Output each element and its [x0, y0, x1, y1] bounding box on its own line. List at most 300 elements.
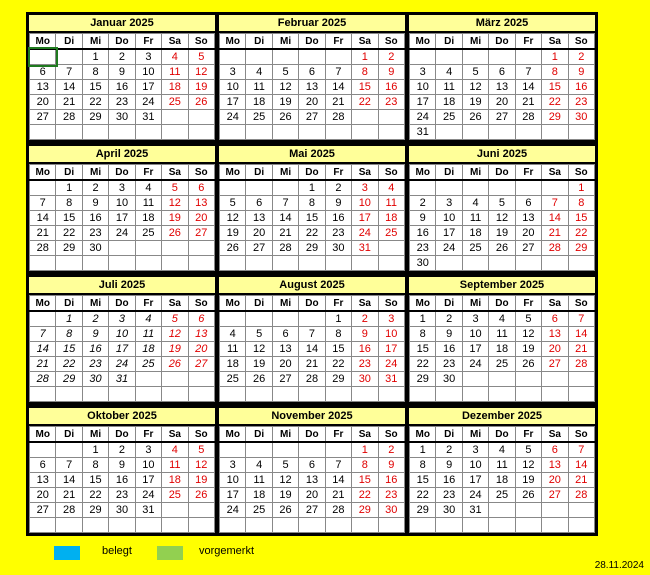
- day-cell[interactable]: 3: [220, 458, 246, 473]
- day-cell[interactable]: [56, 256, 82, 271]
- day-cell[interactable]: 25: [246, 503, 272, 518]
- day-cell[interactable]: 4: [162, 49, 188, 65]
- day-cell[interactable]: 2: [378, 442, 404, 458]
- day-cell[interactable]: 2: [378, 49, 404, 65]
- day-cell[interactable]: 25: [462, 241, 488, 256]
- day-cell[interactable]: 26: [188, 488, 214, 503]
- day-cell[interactable]: [82, 125, 108, 140]
- day-cell[interactable]: 24: [109, 226, 135, 241]
- day-cell[interactable]: 9: [352, 327, 378, 342]
- day-cell[interactable]: 14: [515, 80, 541, 95]
- day-cell[interactable]: 8: [299, 196, 325, 211]
- day-cell[interactable]: 31: [410, 125, 436, 140]
- day-cell[interactable]: 2: [82, 180, 108, 196]
- day-cell[interactable]: [188, 241, 214, 256]
- day-cell[interactable]: 11: [489, 327, 515, 342]
- day-cell[interactable]: 12: [489, 211, 515, 226]
- day-cell[interactable]: [542, 256, 568, 271]
- day-cell[interactable]: 14: [56, 80, 82, 95]
- day-cell[interactable]: 19: [515, 342, 541, 357]
- day-cell[interactable]: 24: [109, 357, 135, 372]
- day-cell[interactable]: 11: [462, 211, 488, 226]
- day-cell[interactable]: 26: [188, 95, 214, 110]
- day-cell[interactable]: [489, 180, 515, 196]
- day-cell[interactable]: [378, 241, 404, 256]
- day-cell[interactable]: 24: [220, 503, 246, 518]
- day-cell[interactable]: [272, 387, 298, 402]
- day-cell[interactable]: 24: [378, 357, 404, 372]
- day-cell[interactable]: 21: [56, 95, 82, 110]
- day-cell[interactable]: 11: [220, 342, 246, 357]
- day-cell[interactable]: 17: [352, 211, 378, 226]
- day-cell[interactable]: 3: [135, 49, 161, 65]
- day-cell[interactable]: 2: [109, 49, 135, 65]
- day-cell[interactable]: 10: [220, 80, 246, 95]
- day-cell[interactable]: 10: [410, 80, 436, 95]
- day-cell[interactable]: 10: [220, 473, 246, 488]
- day-cell[interactable]: 8: [352, 458, 378, 473]
- day-cell[interactable]: 5: [220, 196, 246, 211]
- day-cell[interactable]: [30, 311, 56, 327]
- day-cell[interactable]: [436, 180, 462, 196]
- day-cell[interactable]: 18: [436, 95, 462, 110]
- day-cell[interactable]: 24: [352, 226, 378, 241]
- day-cell[interactable]: 12: [188, 65, 214, 80]
- day-cell[interactable]: [82, 256, 108, 271]
- day-cell[interactable]: 26: [162, 357, 188, 372]
- day-cell[interactable]: 9: [410, 211, 436, 226]
- day-cell[interactable]: 15: [568, 211, 594, 226]
- day-cell[interactable]: 9: [378, 65, 404, 80]
- day-cell[interactable]: 16: [82, 211, 108, 226]
- day-cell[interactable]: [135, 387, 161, 402]
- day-cell[interactable]: 17: [220, 488, 246, 503]
- day-cell[interactable]: 27: [188, 226, 214, 241]
- day-cell[interactable]: [489, 503, 515, 518]
- day-cell[interactable]: 26: [515, 357, 541, 372]
- day-cell[interactable]: 21: [568, 473, 594, 488]
- day-cell[interactable]: 5: [489, 196, 515, 211]
- day-cell[interactable]: 12: [272, 473, 298, 488]
- day-cell[interactable]: [56, 442, 82, 458]
- day-cell[interactable]: 8: [82, 65, 108, 80]
- day-cell[interactable]: 27: [30, 503, 56, 518]
- day-cell[interactable]: 30: [378, 503, 404, 518]
- day-cell[interactable]: [436, 518, 462, 533]
- day-cell[interactable]: [188, 387, 214, 402]
- day-cell[interactable]: [272, 518, 298, 533]
- day-cell[interactable]: 12: [515, 327, 541, 342]
- day-cell[interactable]: 3: [378, 311, 404, 327]
- day-cell[interactable]: [325, 387, 351, 402]
- day-cell[interactable]: 8: [410, 458, 436, 473]
- day-cell[interactable]: [299, 442, 325, 458]
- day-cell[interactable]: 18: [246, 95, 272, 110]
- day-cell[interactable]: 18: [489, 473, 515, 488]
- day-cell[interactable]: [162, 503, 188, 518]
- day-cell[interactable]: 18: [378, 211, 404, 226]
- day-cell[interactable]: [568, 372, 594, 387]
- day-cell[interactable]: 17: [462, 342, 488, 357]
- day-cell[interactable]: 22: [410, 357, 436, 372]
- day-cell[interactable]: 4: [246, 65, 272, 80]
- day-cell[interactable]: 11: [246, 80, 272, 95]
- day-cell[interactable]: [56, 387, 82, 402]
- day-cell[interactable]: [30, 387, 56, 402]
- day-cell[interactable]: 20: [272, 357, 298, 372]
- day-cell[interactable]: 25: [162, 95, 188, 110]
- day-cell[interactable]: 7: [272, 196, 298, 211]
- day-cell[interactable]: 15: [542, 80, 568, 95]
- day-cell[interactable]: 4: [489, 311, 515, 327]
- day-cell[interactable]: 10: [352, 196, 378, 211]
- day-cell[interactable]: [462, 518, 488, 533]
- day-cell[interactable]: [325, 518, 351, 533]
- day-cell[interactable]: 27: [188, 357, 214, 372]
- day-cell[interactable]: 27: [246, 241, 272, 256]
- day-cell[interactable]: 31: [135, 110, 161, 125]
- day-cell[interactable]: [515, 256, 541, 271]
- day-cell[interactable]: [515, 503, 541, 518]
- day-cell[interactable]: 3: [436, 196, 462, 211]
- day-cell[interactable]: 13: [489, 80, 515, 95]
- day-cell[interactable]: 1: [82, 442, 108, 458]
- day-cell[interactable]: 3: [109, 180, 135, 196]
- day-cell[interactable]: 9: [82, 196, 108, 211]
- day-cell[interactable]: [515, 387, 541, 402]
- day-cell[interactable]: 4: [489, 442, 515, 458]
- day-cell[interactable]: 2: [410, 196, 436, 211]
- day-cell[interactable]: [82, 387, 108, 402]
- day-cell[interactable]: 28: [299, 372, 325, 387]
- day-cell[interactable]: 14: [325, 80, 351, 95]
- day-cell[interactable]: [299, 387, 325, 402]
- day-cell[interactable]: 23: [378, 95, 404, 110]
- day-cell[interactable]: 18: [246, 488, 272, 503]
- day-cell[interactable]: [109, 387, 135, 402]
- day-cell[interactable]: 14: [272, 211, 298, 226]
- day-cell[interactable]: [30, 180, 56, 196]
- day-cell[interactable]: 9: [568, 65, 594, 80]
- day-cell[interactable]: [436, 125, 462, 140]
- day-cell[interactable]: 7: [542, 196, 568, 211]
- day-cell[interactable]: 2: [568, 49, 594, 65]
- day-cell[interactable]: 10: [109, 196, 135, 211]
- day-cell[interactable]: 21: [272, 226, 298, 241]
- day-cell[interactable]: [188, 372, 214, 387]
- day-cell[interactable]: 19: [246, 357, 272, 372]
- day-cell[interactable]: 7: [515, 65, 541, 80]
- day-cell[interactable]: 4: [436, 65, 462, 80]
- day-cell[interactable]: 24: [462, 357, 488, 372]
- day-cell[interactable]: 10: [135, 458, 161, 473]
- day-cell[interactable]: 8: [568, 196, 594, 211]
- day-cell[interactable]: [352, 518, 378, 533]
- day-cell[interactable]: [436, 387, 462, 402]
- day-cell[interactable]: [188, 256, 214, 271]
- day-cell[interactable]: [188, 125, 214, 140]
- day-cell[interactable]: 20: [299, 95, 325, 110]
- day-cell[interactable]: 22: [82, 488, 108, 503]
- day-cell[interactable]: 20: [542, 342, 568, 357]
- day-cell[interactable]: 6: [299, 65, 325, 80]
- day-cell[interactable]: 15: [56, 342, 82, 357]
- day-cell[interactable]: 8: [325, 327, 351, 342]
- day-cell[interactable]: 22: [299, 226, 325, 241]
- day-cell[interactable]: 25: [220, 372, 246, 387]
- day-cell[interactable]: [30, 442, 56, 458]
- day-cell[interactable]: [30, 49, 56, 65]
- day-cell[interactable]: [410, 49, 436, 65]
- day-cell[interactable]: 19: [188, 80, 214, 95]
- day-cell[interactable]: 3: [462, 311, 488, 327]
- day-cell[interactable]: 31: [109, 372, 135, 387]
- day-cell[interactable]: 30: [109, 110, 135, 125]
- day-cell[interactable]: [246, 442, 272, 458]
- day-cell[interactable]: [352, 256, 378, 271]
- day-cell[interactable]: [568, 387, 594, 402]
- day-cell[interactable]: 21: [325, 488, 351, 503]
- day-cell[interactable]: 5: [188, 442, 214, 458]
- day-cell[interactable]: [82, 518, 108, 533]
- day-cell[interactable]: [246, 125, 272, 140]
- day-cell[interactable]: [462, 256, 488, 271]
- day-cell[interactable]: 15: [410, 342, 436, 357]
- day-cell[interactable]: 6: [188, 311, 214, 327]
- day-cell[interactable]: [246, 256, 272, 271]
- day-cell[interactable]: 12: [272, 80, 298, 95]
- day-cell[interactable]: [272, 256, 298, 271]
- day-cell[interactable]: 20: [246, 226, 272, 241]
- day-cell[interactable]: [436, 256, 462, 271]
- day-cell[interactable]: 3: [109, 311, 135, 327]
- day-cell[interactable]: 1: [352, 49, 378, 65]
- day-cell[interactable]: 28: [30, 241, 56, 256]
- day-cell[interactable]: 27: [30, 110, 56, 125]
- day-cell[interactable]: [162, 125, 188, 140]
- day-cell[interactable]: 18: [135, 342, 161, 357]
- day-cell[interactable]: 21: [325, 95, 351, 110]
- day-cell[interactable]: [542, 518, 568, 533]
- day-cell[interactable]: [220, 442, 246, 458]
- day-cell[interactable]: 17: [378, 342, 404, 357]
- day-cell[interactable]: 19: [462, 95, 488, 110]
- day-cell[interactable]: [135, 125, 161, 140]
- day-cell[interactable]: [568, 125, 594, 140]
- day-cell[interactable]: 22: [82, 95, 108, 110]
- day-cell[interactable]: 17: [109, 342, 135, 357]
- day-cell[interactable]: 12: [246, 342, 272, 357]
- day-cell[interactable]: 14: [542, 211, 568, 226]
- day-cell[interactable]: 13: [246, 211, 272, 226]
- day-cell[interactable]: 28: [30, 372, 56, 387]
- day-cell[interactable]: 29: [568, 241, 594, 256]
- day-cell[interactable]: [410, 180, 436, 196]
- day-cell[interactable]: [542, 125, 568, 140]
- day-cell[interactable]: 17: [135, 80, 161, 95]
- day-cell[interactable]: 29: [56, 372, 82, 387]
- day-cell[interactable]: 19: [162, 211, 188, 226]
- day-cell[interactable]: 9: [82, 327, 108, 342]
- day-cell[interactable]: [515, 49, 541, 65]
- day-cell[interactable]: 29: [410, 372, 436, 387]
- day-cell[interactable]: [220, 518, 246, 533]
- day-cell[interactable]: 27: [542, 357, 568, 372]
- day-cell[interactable]: 11: [162, 65, 188, 80]
- day-cell[interactable]: 5: [515, 442, 541, 458]
- day-cell[interactable]: [410, 518, 436, 533]
- day-cell[interactable]: 6: [30, 458, 56, 473]
- day-cell[interactable]: 21: [542, 226, 568, 241]
- day-cell[interactable]: [109, 125, 135, 140]
- day-cell[interactable]: [515, 125, 541, 140]
- day-cell[interactable]: 15: [82, 80, 108, 95]
- day-cell[interactable]: 22: [352, 95, 378, 110]
- day-cell[interactable]: 1: [410, 442, 436, 458]
- day-cell[interactable]: 21: [30, 226, 56, 241]
- day-cell[interactable]: 22: [325, 357, 351, 372]
- day-cell[interactable]: 30: [82, 241, 108, 256]
- day-cell[interactable]: 7: [568, 442, 594, 458]
- day-cell[interactable]: 7: [568, 311, 594, 327]
- day-cell[interactable]: 20: [299, 488, 325, 503]
- day-cell[interactable]: 22: [56, 357, 82, 372]
- day-cell[interactable]: 4: [135, 311, 161, 327]
- day-cell[interactable]: 25: [489, 357, 515, 372]
- day-cell[interactable]: [489, 256, 515, 271]
- day-cell[interactable]: 19: [272, 95, 298, 110]
- day-cell[interactable]: 29: [352, 503, 378, 518]
- day-cell[interactable]: [568, 256, 594, 271]
- day-cell[interactable]: [220, 49, 246, 65]
- day-cell[interactable]: [246, 311, 272, 327]
- day-cell[interactable]: 1: [56, 180, 82, 196]
- day-cell[interactable]: 11: [246, 473, 272, 488]
- day-cell[interactable]: 8: [542, 65, 568, 80]
- day-cell[interactable]: 30: [436, 372, 462, 387]
- day-cell[interactable]: 23: [352, 357, 378, 372]
- day-cell[interactable]: [299, 125, 325, 140]
- day-cell[interactable]: [489, 372, 515, 387]
- day-cell[interactable]: 13: [30, 473, 56, 488]
- day-cell[interactable]: 10: [462, 458, 488, 473]
- day-cell[interactable]: [378, 110, 404, 125]
- day-cell[interactable]: [299, 311, 325, 327]
- day-cell[interactable]: 23: [436, 488, 462, 503]
- day-cell[interactable]: [162, 110, 188, 125]
- day-cell[interactable]: 14: [56, 473, 82, 488]
- day-cell[interactable]: 25: [246, 110, 272, 125]
- day-cell[interactable]: 24: [410, 110, 436, 125]
- day-cell[interactable]: 9: [109, 65, 135, 80]
- day-cell[interactable]: 7: [30, 196, 56, 211]
- day-cell[interactable]: [378, 518, 404, 533]
- day-cell[interactable]: 13: [515, 211, 541, 226]
- day-cell[interactable]: 1: [542, 49, 568, 65]
- day-cell[interactable]: 24: [135, 95, 161, 110]
- day-cell[interactable]: 29: [82, 503, 108, 518]
- day-cell[interactable]: 27: [542, 488, 568, 503]
- day-cell[interactable]: [462, 387, 488, 402]
- day-cell[interactable]: 14: [30, 211, 56, 226]
- day-cell[interactable]: 18: [162, 80, 188, 95]
- day-cell[interactable]: 30: [325, 241, 351, 256]
- day-cell[interactable]: 22: [56, 226, 82, 241]
- day-cell[interactable]: [489, 49, 515, 65]
- day-cell[interactable]: 30: [109, 503, 135, 518]
- day-cell[interactable]: 29: [410, 503, 436, 518]
- day-cell[interactable]: 13: [188, 196, 214, 211]
- day-cell[interactable]: 2: [82, 311, 108, 327]
- day-cell[interactable]: 28: [325, 503, 351, 518]
- day-cell[interactable]: 23: [325, 226, 351, 241]
- day-cell[interactable]: 16: [109, 80, 135, 95]
- day-cell[interactable]: 4: [162, 442, 188, 458]
- day-cell[interactable]: 1: [325, 311, 351, 327]
- day-cell[interactable]: [515, 180, 541, 196]
- day-cell[interactable]: [246, 518, 272, 533]
- day-cell[interactable]: [30, 256, 56, 271]
- day-cell[interactable]: [410, 387, 436, 402]
- day-cell[interactable]: 3: [135, 442, 161, 458]
- day-cell[interactable]: 5: [272, 458, 298, 473]
- day-cell[interactable]: [299, 49, 325, 65]
- day-cell[interactable]: 26: [272, 110, 298, 125]
- day-cell[interactable]: 6: [515, 196, 541, 211]
- day-cell[interactable]: [272, 442, 298, 458]
- day-cell[interactable]: [162, 372, 188, 387]
- day-cell[interactable]: [220, 311, 246, 327]
- day-cell[interactable]: 30: [82, 372, 108, 387]
- day-cell[interactable]: 9: [325, 196, 351, 211]
- day-cell[interactable]: 30: [352, 372, 378, 387]
- day-cell[interactable]: 6: [188, 180, 214, 196]
- day-cell[interactable]: 4: [462, 196, 488, 211]
- day-cell[interactable]: 1: [56, 311, 82, 327]
- day-cell[interactable]: 26: [272, 503, 298, 518]
- day-cell[interactable]: 24: [462, 488, 488, 503]
- day-cell[interactable]: 28: [56, 503, 82, 518]
- day-cell[interactable]: 25: [135, 357, 161, 372]
- day-cell[interactable]: 17: [410, 95, 436, 110]
- day-cell[interactable]: [542, 503, 568, 518]
- day-cell[interactable]: 9: [109, 458, 135, 473]
- day-cell[interactable]: 1: [82, 49, 108, 65]
- day-cell[interactable]: [188, 110, 214, 125]
- day-cell[interactable]: 30: [410, 256, 436, 271]
- day-cell[interactable]: 21: [299, 357, 325, 372]
- day-cell[interactable]: 11: [162, 458, 188, 473]
- day-cell[interactable]: 6: [30, 65, 56, 80]
- day-cell[interactable]: 19: [162, 342, 188, 357]
- day-cell[interactable]: 6: [542, 311, 568, 327]
- day-cell[interactable]: 29: [325, 372, 351, 387]
- day-cell[interactable]: 10: [378, 327, 404, 342]
- day-cell[interactable]: 25: [162, 488, 188, 503]
- day-cell[interactable]: 15: [299, 211, 325, 226]
- day-cell[interactable]: [272, 49, 298, 65]
- day-cell[interactable]: 13: [542, 458, 568, 473]
- day-cell[interactable]: 6: [299, 458, 325, 473]
- day-cell[interactable]: [542, 372, 568, 387]
- day-cell[interactable]: 18: [489, 342, 515, 357]
- day-cell[interactable]: 13: [299, 80, 325, 95]
- day-cell[interactable]: 14: [568, 327, 594, 342]
- day-cell[interactable]: [135, 372, 161, 387]
- day-cell[interactable]: 8: [56, 327, 82, 342]
- day-cell[interactable]: [246, 49, 272, 65]
- day-cell[interactable]: 17: [462, 473, 488, 488]
